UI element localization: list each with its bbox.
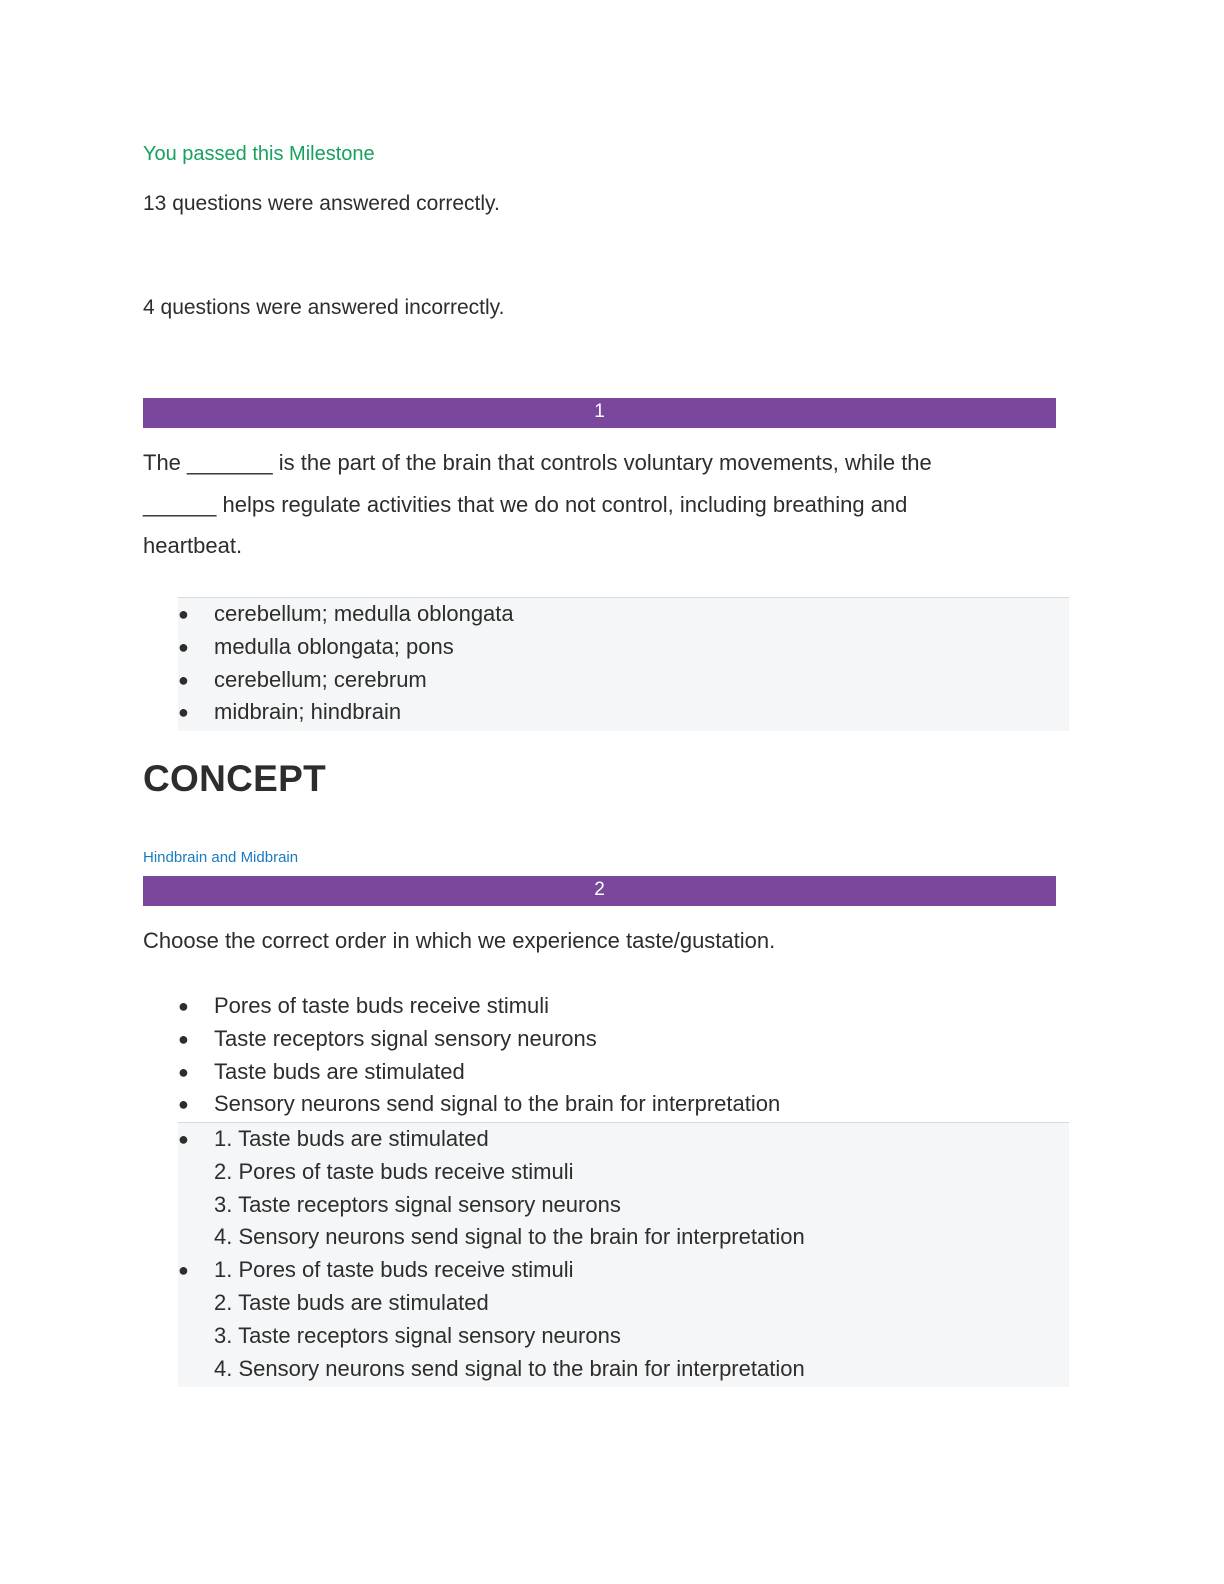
question-number-bar: 1: [143, 398, 1056, 428]
option-step: 2. Taste buds are stimulated: [214, 1289, 489, 1315]
option-step: 2. Pores of taste buds receive stimuli: [214, 1158, 574, 1184]
correct-count: 13 questions were answered correctly.: [143, 192, 500, 215]
option-label: midbrain; hindbrain: [214, 699, 402, 725]
question-number-bar: 2: [143, 876, 1056, 906]
answer-option[interactable]: [178, 631, 1069, 664]
bullet-icon: ●: [178, 1061, 189, 1082]
bullet-icon: ●: [178, 1129, 189, 1149]
answer-option[interactable]: [178, 1254, 1069, 1385]
answer-options: [178, 1122, 1069, 1387]
list-item: [178, 1056, 1069, 1089]
bullet-icon: ●: [178, 1028, 189, 1049]
item-label: Pores of taste buds receive stimuli: [214, 993, 550, 1018]
list-item: [178, 1088, 1069, 1121]
sequence-items: [178, 990, 1069, 1121]
answer-option[interactable]: [178, 1123, 1069, 1254]
question-text: Choose the correct order in which we experience taste/gustation.: [143, 928, 776, 953]
incorrect-count: 4 questions were answered incorrectly.: [143, 296, 505, 319]
bullet-icon: ●: [178, 996, 189, 1016]
option-label: medulla oblongata; pons: [214, 633, 454, 659]
concept-heading: CONCEPT: [143, 758, 326, 799]
option-label: cerebellum; medulla oblongata: [214, 601, 514, 626]
item-label: Sensory neurons send signal to the brain for interpretation: [214, 1091, 781, 1117]
option-step: 3. Taste receptors signal sensory neurons: [214, 1322, 621, 1348]
question-line: The _______ is the part of the brain that controls voluntary movements, while the: [143, 450, 932, 475]
bullet-icon: ●: [178, 1094, 189, 1115]
option-step: 4. Sensory neurons send signal to the brain for interpretation: [214, 1355, 805, 1381]
list-item: [178, 1023, 1069, 1056]
milestone-status: You passed this Milestone: [143, 143, 375, 165]
bullet-icon: ●: [178, 702, 189, 723]
question-line: heartbeat.: [143, 533, 243, 558]
option-step: 4. Sensory neurons send signal to the brain for interpretation: [214, 1224, 805, 1250]
item-label: Taste buds are stimulated: [214, 1058, 465, 1084]
question-text: [143, 442, 1023, 567]
bullet-icon: ●: [178, 1260, 189, 1281]
bullet-icon: ●: [178, 669, 189, 690]
list-item: [178, 990, 1069, 1023]
item-label: Taste receptors signal sensory neurons: [214, 1025, 597, 1051]
answer-options: [178, 597, 1069, 731]
answer-option[interactable]: [178, 696, 1069, 729]
answer-option[interactable]: [178, 598, 1069, 631]
option-step: 1. Taste buds are stimulated: [214, 1126, 489, 1151]
option-step: 1. Pores of taste buds receive stimuli: [214, 1257, 574, 1283]
option-step: 3. Taste receptors signal sensory neurons: [214, 1191, 621, 1217]
bullet-icon: ●: [178, 636, 189, 657]
answer-option[interactable]: [178, 664, 1069, 697]
question-line: ______ helps regulate activities that we do not control, including breathing and: [143, 491, 908, 517]
bullet-icon: ●: [178, 604, 189, 624]
concept-link[interactable]: Hindbrain and Midbrain: [143, 849, 299, 866]
option-label: cerebellum; cerebrum: [214, 666, 427, 692]
